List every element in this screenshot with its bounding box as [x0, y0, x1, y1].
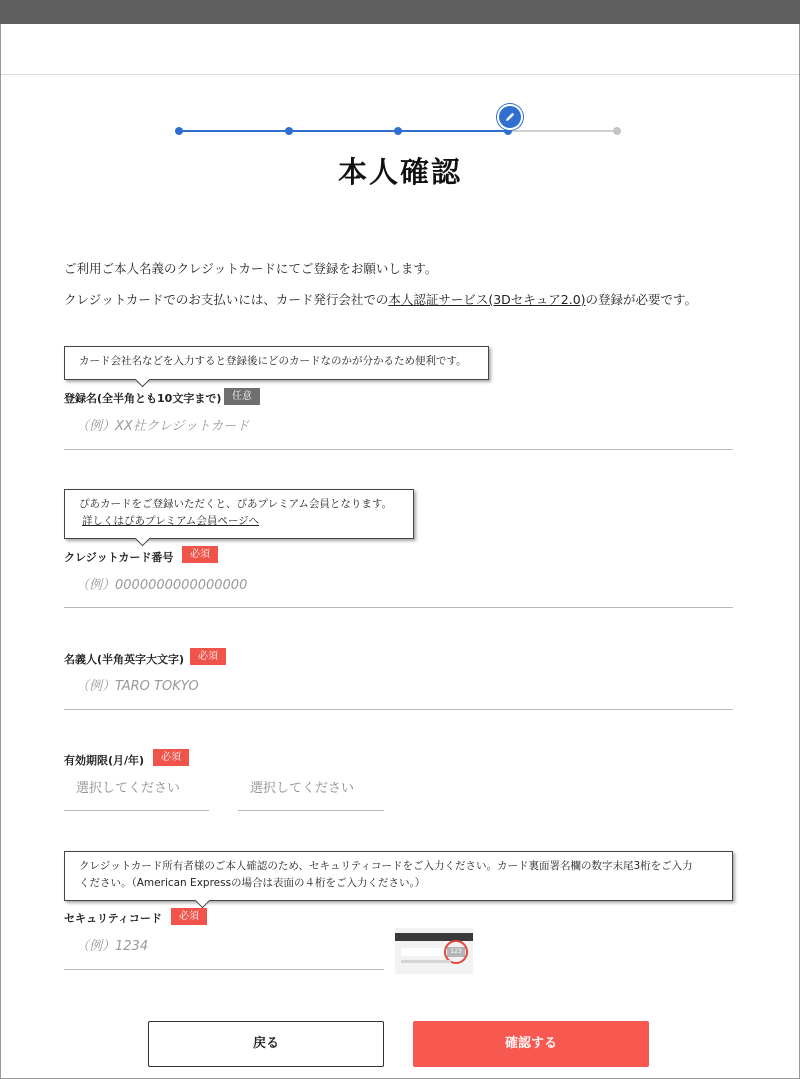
registration-name-input[interactable]: （例）XX社クレジットカード: [64, 412, 733, 450]
card-number-input[interactable]: （例）0000000000000000: [64, 571, 733, 608]
step-dot-2: [285, 127, 293, 135]
expiry-year-select[interactable]: 選択してください: [238, 774, 384, 811]
step-dot-3: [394, 127, 402, 135]
security-code-tooltip: [64, 851, 733, 901]
intro-text-2-after: の登録が必要です。: [585, 292, 698, 307]
card-magnetic-stripe: [395, 933, 473, 941]
card-security-digits: 123: [447, 947, 465, 957]
page-title: 本人確認: [337, 155, 462, 189]
stepper-line-remaining: [509, 130, 617, 132]
current-step-marker: [497, 104, 523, 130]
intro-text-1: ご利用ご本人名義のクレジットカードにてご登録をお願いします。: [64, 261, 438, 276]
security-code-tooltip-line1: クレジットカード所有者様のご本人確認のため、セキュリティコードをご入力ください。カード裏面署名欄の数字末尾3桁をご入力: [79, 860, 693, 872]
registration-name-label: 登録名(全半角とも10文字まで): [64, 392, 222, 405]
back-button[interactable]: 戻る: [148, 1021, 384, 1067]
required-badge: 必須: [190, 648, 226, 665]
card-number-tooltip: [64, 489, 414, 539]
registration-name-tooltip: [64, 346, 489, 380]
pia-premium-link[interactable]: 詳しくはぴあプレミアム会員ページへ: [82, 514, 260, 527]
step-dot-5: [613, 127, 621, 135]
pencil-icon: [503, 110, 517, 124]
step-dot-1: [175, 127, 183, 135]
card-number-dots: [401, 960, 451, 963]
stepper-line-completed: [179, 130, 509, 132]
card-number-label: クレジットカード番号: [64, 551, 174, 564]
optional-badge: 任意: [224, 388, 260, 405]
security-code-label: セキュリティコード: [64, 912, 162, 925]
holder-name-input[interactable]: （例）TARO TOKYO: [64, 672, 733, 710]
intro-text-2: [64, 290, 697, 308]
registration-name-tooltip-text: カード会社名などを入力すると登録後にどのカードなのかが分かるため便利です。: [79, 355, 467, 367]
security-code-tooltip-line2: ください。（American Expressの場合は表面の４桁をご入力ください。）: [79, 876, 426, 889]
card-signature-strip: [401, 948, 447, 956]
top-bar: [0, 0, 800, 24]
card-number-tooltip-text: ぴあカードをご登録いただくと、ぴあプレミアム会員となります。: [79, 498, 393, 510]
expiry-month-select[interactable]: 選択してください: [64, 774, 209, 811]
required-badge: 必須: [171, 908, 207, 925]
3d-secure-link[interactable]: 本人認証サービス(3Dセキュア2.0): [388, 292, 586, 307]
confirm-button[interactable]: 確認する: [413, 1021, 649, 1067]
expiry-label: 有効期限(月/年): [64, 754, 145, 767]
intro-text-2-before: クレジットカードでのお支払いには、カード発行会社での: [64, 292, 389, 307]
card-back-image: [395, 928, 473, 974]
header-divider: [1, 74, 799, 75]
holder-name-label: 名義人(半角英字大文字): [64, 653, 185, 666]
required-badge: 必須: [182, 546, 218, 563]
required-badge: 必須: [153, 749, 189, 766]
security-code-input[interactable]: （例）1234: [64, 932, 384, 970]
